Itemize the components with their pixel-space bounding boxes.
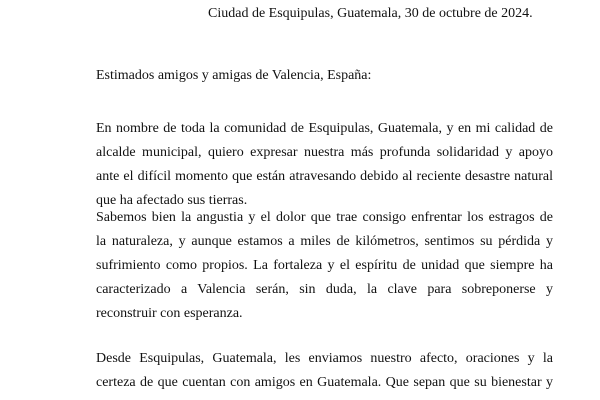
text-line: la naturaleza, y aunque estamos a miles de kilómetros, sentimos su pérdida y: [96, 234, 553, 249]
text-line: que ha afectado sus tierras.: [96, 193, 248, 208]
greeting: Estimados amigos y amigas de Valencia, España:: [96, 68, 372, 83]
text-line: En nombre de toda la comunidad de Esquipulas, Guatemala, y en mi calidad de: [96, 121, 553, 136]
text-line: Desde Esquipulas, Guatemala, les enviamos nuestro afecto, oraciones y la: [96, 351, 553, 366]
text-line: caracterizado a Valencia serán, sin duda, la clave para sobreponerse y: [96, 282, 553, 297]
text-line: sufrimiento como propios. La fortaleza y el espíritu de unidad que siempre ha: [96, 258, 553, 273]
text-line: alcalde municipal, quiero expresar nuestra más profunda solidaridad y apoyo: [96, 145, 553, 160]
text-line: reconstruir con esperanza.: [96, 306, 243, 321]
text-line: ante el difícil momento que están atravesando debido al reciente desastre natural: [96, 169, 553, 184]
text-line: Sabemos bien la angustia y el dolor que trae consigo enfrentar los estragos de: [96, 210, 553, 225]
text-line: certeza de que cuentan con amigos en Guatemala. Que sepan que su bienestar y: [96, 375, 553, 390]
date-line: Ciudad de Esquipulas, Guatemala, 30 de octubre de 2024.: [208, 6, 533, 21]
